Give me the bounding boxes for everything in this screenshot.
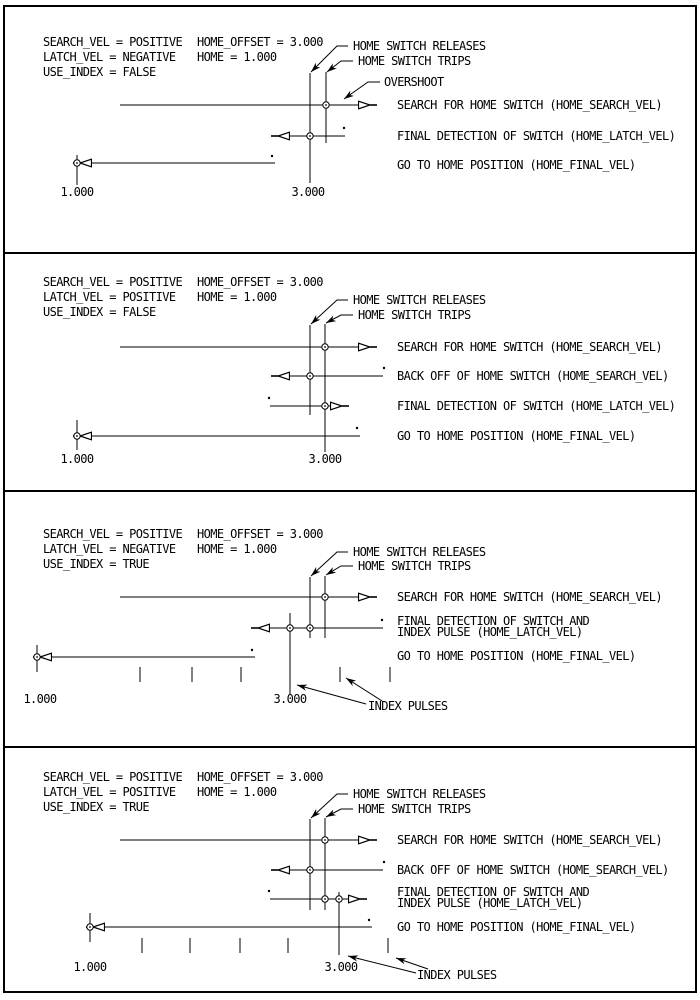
panel1-tick-label-home: 1.000	[60, 185, 94, 199]
release-event-marker	[307, 133, 313, 139]
panel4-tick-label-home: 1.000	[73, 960, 107, 974]
move-start-dot	[251, 649, 253, 651]
callout-leaders	[311, 300, 353, 324]
home-point-marker	[74, 160, 80, 166]
home-point-marker	[34, 654, 40, 660]
panel3-tick-label-home: 1.000	[23, 692, 57, 706]
panel1-callout-releases: HOME SWITCH RELEASES	[353, 39, 486, 53]
panel2-move-label-final: FINAL DETECTION OF SWITCH (HOME_LATCH_VEL)	[397, 399, 676, 413]
panel1-setting-use-index: USE_INDEX = FALSE	[43, 65, 156, 79]
move-start-dot	[381, 619, 383, 621]
panel4-move-label-search: SEARCH FOR HOME SWITCH (HOME_SEARCH_VEL)	[397, 833, 662, 847]
panel1-move-label-search: SEARCH FOR HOME SWITCH (HOME_SEARCH_VEL)	[397, 98, 662, 112]
releases-leader-arrow-icon	[311, 46, 348, 72]
release-event-marker	[307, 867, 313, 873]
panel2-setting-home-offset: HOME_OFFSET = 3.000	[197, 275, 323, 289]
panel3-tick-label-offset: 3.000	[273, 692, 307, 706]
panel4-move-label-backoff: BACK OFF OF HOME SWITCH (HOME_SEARCH_VEL)	[397, 863, 669, 877]
panel1-setting-latch-vel: LATCH_VEL = NEGATIVE	[43, 50, 176, 64]
releases-leader-arrow-icon	[311, 300, 348, 324]
move-start-dot	[271, 155, 273, 157]
trip-event-marker	[322, 403, 328, 409]
panel3-index-pulses-label: INDEX PULSES	[368, 699, 448, 713]
panel3-move-label-final-line1: FINAL DETECTION OF SWITCH AND	[397, 614, 590, 628]
panel1-callout-trips: HOME SWITCH TRIPS	[358, 54, 471, 68]
panel2-setting-use-index: USE_INDEX = FALSE	[43, 305, 156, 319]
index-pulses-leader-arrow-icon	[348, 956, 416, 973]
move-start-dot	[343, 127, 345, 129]
releases-leader-arrow-icon	[311, 794, 348, 818]
panel1-setting-home: HOME = 1.000	[197, 50, 277, 64]
index-pulse-ticks	[140, 667, 390, 682]
panel3-setting-latch-vel: LATCH_VEL = NEGATIVE	[43, 542, 176, 556]
panel4-setting-home-offset: HOME_OFFSET = 3.000	[197, 770, 323, 784]
panel-2-diagram	[74, 300, 385, 452]
panel3-setting-use-index: USE_INDEX = TRUE	[43, 557, 149, 571]
panel2-setting-latch-vel: LATCH_VEL = POSITIVE	[43, 290, 176, 304]
panel1-setting-home-offset: HOME_OFFSET = 3.000	[197, 35, 323, 49]
index-event-marker	[336, 896, 342, 902]
trips-leader-arrow-icon	[326, 315, 353, 323]
panel4-tick-label-offset: 3.000	[324, 960, 358, 974]
panel1-setting-search-vel: SEARCH_VEL = POSITIVE	[43, 35, 183, 49]
trips-leader-arrow-icon	[327, 61, 353, 72]
panel4-move-label-goto: GO TO HOME POSITION (HOME_FINAL_VEL)	[397, 920, 636, 934]
panel-4-diagram	[87, 794, 428, 973]
panel3-move-label-search: SEARCH FOR HOME SWITCH (HOME_SEARCH_VEL)	[397, 590, 662, 604]
panel3-move-label-final-line2: INDEX PULSE (HOME_LATCH_VEL)	[397, 625, 583, 639]
panel3-setting-search-vel: SEARCH_VEL = POSITIVE	[43, 527, 183, 541]
move-start-dot	[356, 427, 358, 429]
index-event-marker	[287, 625, 293, 631]
callout-leaders	[311, 794, 428, 973]
trip-event-marker	[322, 896, 328, 902]
move-start-dot	[268, 397, 270, 399]
panel2-move-label-backoff: BACK OFF OF HOME SWITCH (HOME_SEARCH_VEL)	[397, 369, 669, 383]
panel3-move-label-goto: GO TO HOME POSITION (HOME_FINAL_VEL)	[397, 649, 636, 663]
panel4-setting-latch-vel: LATCH_VEL = POSITIVE	[43, 785, 176, 799]
panel1-move-label-goto: GO TO HOME POSITION (HOME_FINAL_VEL)	[397, 158, 636, 172]
panel4-setting-search-vel: SEARCH_VEL = POSITIVE	[43, 770, 183, 784]
trip-event-marker	[323, 102, 329, 108]
panel2-tick-label-home: 1.000	[60, 452, 94, 466]
panel4-index-pulses-label: INDEX PULSES	[417, 968, 497, 982]
panel3-callout-trips: HOME SWITCH TRIPS	[358, 559, 471, 573]
home-point-marker	[74, 433, 80, 439]
trip-event-marker	[322, 594, 328, 600]
overshoot-leader-arrow-icon	[344, 82, 380, 99]
trip-event-marker	[322, 837, 328, 843]
panel1-tick-label-offset: 3.000	[291, 185, 325, 199]
trips-leader-arrow-icon	[326, 566, 353, 575]
panel3-callout-releases: HOME SWITCH RELEASES	[353, 545, 486, 559]
panel3-setting-home-offset: HOME_OFFSET = 3.000	[197, 527, 323, 541]
release-event-marker	[307, 625, 313, 631]
panel4-callout-releases: HOME SWITCH RELEASES	[353, 787, 486, 801]
release-event-marker	[307, 373, 313, 379]
panel4-move-label-final-line2: INDEX PULSE (HOME_LATCH_VEL)	[397, 896, 583, 910]
index-pulses-leader-arrow-icon	[297, 685, 366, 704]
panel4-move-label-final-line1: FINAL DETECTION OF SWITCH AND	[397, 885, 590, 899]
move-start-dot	[383, 367, 385, 369]
home-point-marker	[87, 924, 93, 930]
trips-leader-arrow-icon	[326, 809, 353, 817]
index-pulse-ticks	[142, 938, 388, 953]
panel2-move-label-goto: GO TO HOME POSITION (HOME_FINAL_VEL)	[397, 429, 636, 443]
panel4-setting-home: HOME = 1.000	[197, 785, 277, 799]
move-start-dot	[368, 919, 370, 921]
panel4-setting-use-index: USE_INDEX = TRUE	[43, 800, 149, 814]
index-pulses-leader-arrow-icon	[346, 678, 382, 701]
panel2-tick-label-offset: 3.000	[308, 452, 342, 466]
panel2-setting-home: HOME = 1.000	[197, 290, 277, 304]
move-start-dot	[268, 890, 270, 892]
trip-event-marker	[322, 344, 328, 350]
panel2-callout-trips: HOME SWITCH TRIPS	[358, 308, 471, 322]
panel1-move-label-final: FINAL DETECTION OF SWITCH (HOME_LATCH_VEL)	[397, 129, 676, 143]
panel-3-diagram	[34, 552, 390, 704]
panel2-move-label-search: SEARCH FOR HOME SWITCH (HOME_SEARCH_VEL)	[397, 340, 662, 354]
panel2-callout-releases: HOME SWITCH RELEASES	[353, 293, 486, 307]
panel2-setting-search-vel: SEARCH_VEL = POSITIVE	[43, 275, 183, 289]
panel4-callout-trips: HOME SWITCH TRIPS	[358, 802, 471, 816]
panel1-callout-overshoot: OVERSHOOT	[384, 75, 444, 89]
move-start-dot	[383, 861, 385, 863]
panel3-setting-home: HOME = 1.000	[197, 542, 277, 556]
